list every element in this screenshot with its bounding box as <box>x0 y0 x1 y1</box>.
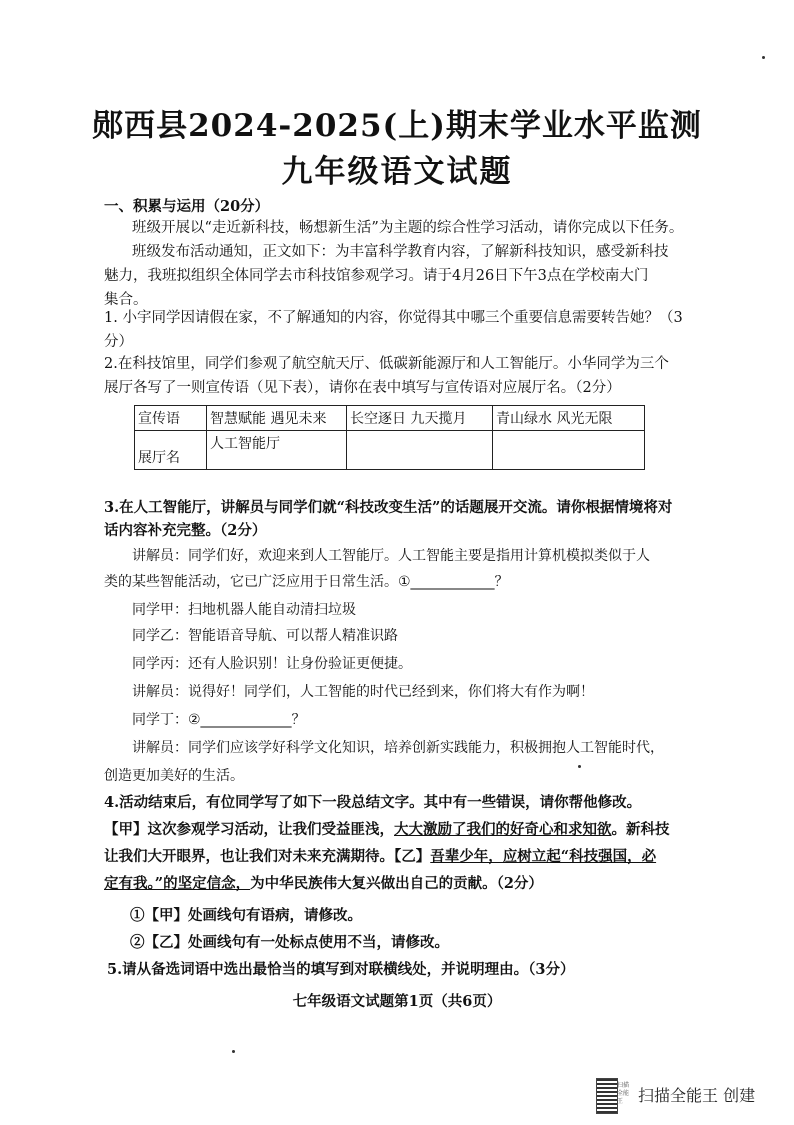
table-row <box>135 406 645 431</box>
table-cell-hall <box>347 431 493 470</box>
table-cell-slogan: 长空逐日 九天揽月 <box>347 406 493 431</box>
qr-code-icon <box>596 1078 618 1114</box>
hall-table <box>134 405 645 470</box>
table-cell-slogan: 青山绿水 风光无限 <box>493 406 645 431</box>
scan-speck <box>578 765 581 768</box>
scan-speck <box>762 56 765 59</box>
table-cell-head: 宣传语 <box>135 406 207 431</box>
q4-para-1 <box>104 818 704 842</box>
scan-speck <box>232 1050 235 1053</box>
exam-title: 郧西县2024-2025(上)期末学业水平监测 <box>92 108 702 144</box>
scanner-watermark: 扫描全能王 创建 <box>638 1086 756 1105</box>
q4-text: 。新科技 <box>611 821 670 838</box>
dialogue-student-c: 同学丙：还有人脸识别！让身份验证更便捷。 <box>132 656 412 672</box>
q4-text: 【甲】这次参观学习活动，让我们受益匪浅， <box>104 821 394 838</box>
table-cell-hall: 人工智能厅 <box>207 431 347 470</box>
q1-line-1: 1. 小宇同学因请假在家，不了解通知的内容，你觉得其中哪三个重要信息需要转告她？（3 <box>104 310 683 326</box>
q4-sub-1: ①【甲】处画线句有语病，请修改。 <box>130 907 362 924</box>
q1-line-2: 分） <box>104 334 133 350</box>
dialogue-student-b: 同学乙：智能语音导航、可以帮人精准识路 <box>132 628 398 644</box>
underlined-sentence-a: 大大激励了我们的好奇心和求知欲 <box>394 821 612 838</box>
table-cell-hall <box>493 431 645 470</box>
table-cell-head: 展厅名 <box>135 431 207 470</box>
q2-line-1: 2.在科技馆里，同学们参观了航空航天厅、低碳新能源厅和人工智能厅。小华同学为三个 <box>104 356 669 372</box>
notice-line-2: 魅力，我班拟组织全体同学去市科技馆参观学习。请于4月26日下午3点在学校南大门 <box>104 268 649 284</box>
notice-line-3: 集合。 <box>104 292 148 308</box>
dialogue-student-d: 同学丁：②_____________？ <box>132 712 306 728</box>
q5-line-1: 5.请从备选词语中选出最恰当的填写到对联横线处，并说明理由。（3分） <box>107 961 575 978</box>
notice-line-1: 班级发布活动通知，正文如下：为丰富科学教育内容，了解新科技知识，感受新科技 <box>132 244 669 260</box>
q3-line-1: 3.在人工智能厅，讲解员与同学们就“科技改变生活”的话题展开交流。请你根据情境将对 <box>104 499 673 516</box>
dialogue-guide-1b: 类的某些智能活动，它已广泛应用于日常生活。①____________？ <box>104 574 509 590</box>
q4-text: 让我们大开眼界，也让我们对未来充满期待。【乙】 <box>104 848 431 865</box>
dialogue-guide-3: 讲解员：同学们应该学好科学文化知识，培养创新实践能力，积极拥抱人工智能时代， <box>132 740 664 756</box>
page-footer: 七年级语文试题第1页（共6页） <box>292 993 502 1010</box>
underlined-sentence-b: 吾辈少年，应树立起“科技强国，必 <box>430 848 657 865</box>
q4-para-2 <box>104 845 704 869</box>
dialogue-guide-2: 讲解员：说得好！同学们，人工智能的时代已经到来，你们将大有作为啊！ <box>132 684 594 700</box>
table-cell-slogan: 智慧赋能 遇见未来 <box>207 406 347 431</box>
dialogue-student-a: 同学甲：扫地机器人能自动清扫垃圾 <box>132 602 356 618</box>
dialogue-guide-1: 讲解员：同学们好，欢迎来到人工智能厅。人工智能主要是指用计算机模拟类似于人 <box>132 548 650 564</box>
section-heading: 一、积累与运用（20分） <box>104 198 270 215</box>
table-row <box>135 431 645 470</box>
section-intro: 班级开展以“走近新科技，畅想新生活”为主题的综合性学习活动，请你完成以下任务。 <box>132 220 684 236</box>
q4-sub-2: ②【乙】处画线句有一处标点使用不当，请修改。 <box>130 934 449 951</box>
scanner-logo-icon: 扫描全能王 <box>617 1082 630 1105</box>
q4-line-1: 4.活动结束后，有位同学写了如下一段总结文字。其中有一些错误，请你帮他修改。 <box>104 794 642 811</box>
q4-para-3 <box>104 872 704 896</box>
q2-line-2: 展厅各写了一则宣传语（见下表），请你在表中填写与宣传语对应展厅名。（2分） <box>104 380 621 396</box>
underlined-sentence-b2: 定有我。”的坚定信念， <box>104 875 251 892</box>
q3-line-2: 话内容补充完整。（2分） <box>104 522 267 539</box>
exam-subtitle: 九年级语文试题 <box>281 154 513 190</box>
q4-text: 为中华民族伟大复兴做出自己的贡献。（2分） <box>250 875 543 892</box>
dialogue-guide-3b: 创造更加美好的生活。 <box>104 768 244 784</box>
